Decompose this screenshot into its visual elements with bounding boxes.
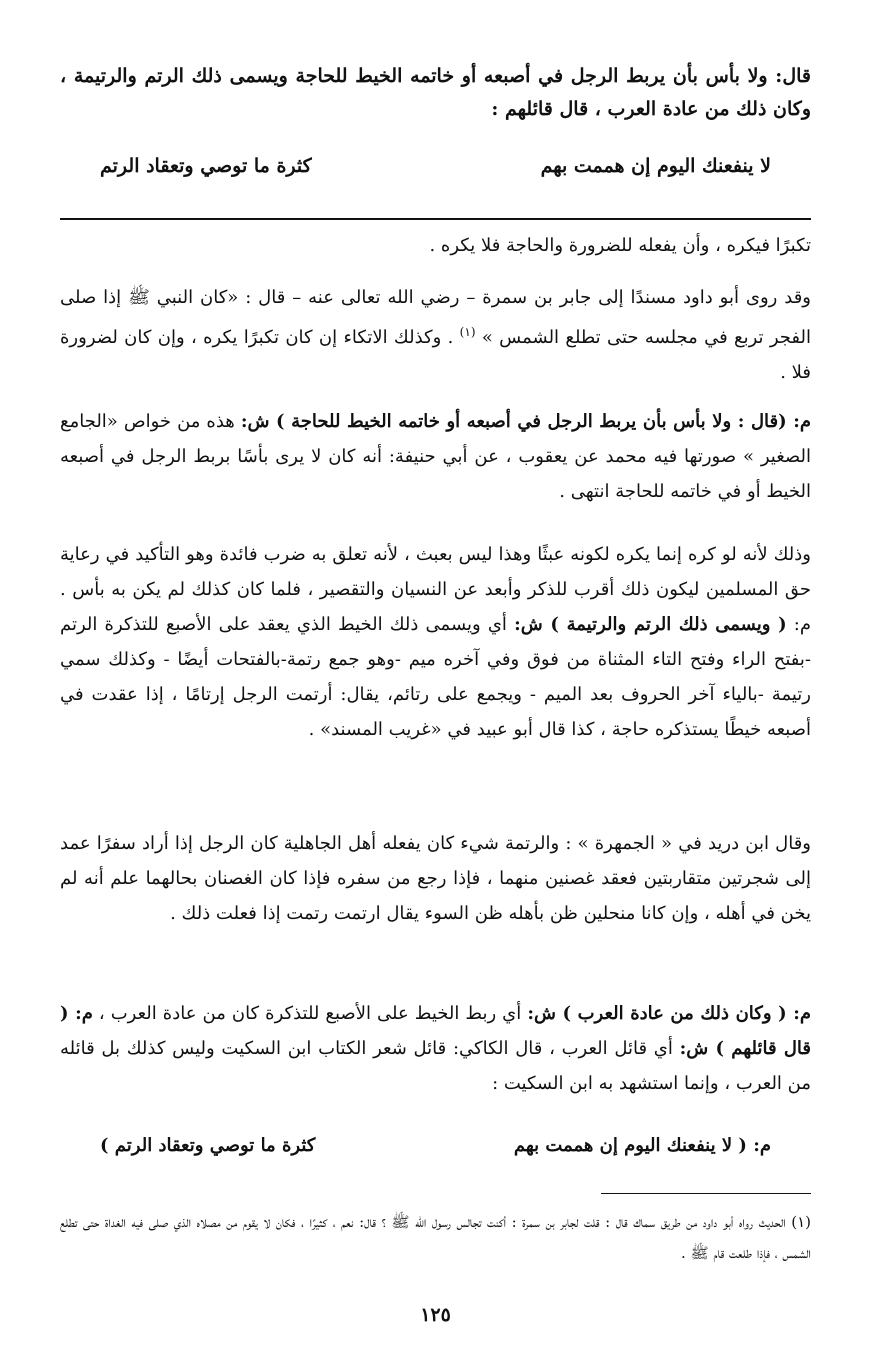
matn-lemma: م: (قال : ولا بأس بأن يربط الرجل في أصبعه أو خاتمه الخيط للحاجة ) ش: [240,411,811,432]
verse-first-hemistich: لا ينفعنك اليوم إن هممت بهم [540,155,771,177]
matn-text: قال: ولا بأس بأن يربط الرجل في أصبعه أو خاتمه الخيط للحاجة ويسمى ذلك الرتم والرتيمة ، وكان ذلك من عادة العرب ، قال قائلهم : [60,65,811,120]
book-page [60,0,811,1371]
matn-lemma: م: ( قال قائلهم ) ش: [60,1003,811,1059]
paragraph-text: وقد روى أبو داود مسندًا إلى جابر بن سمرة – رضي الله تعالى عنه – قال : «كان النبي ﷺ إذا صلى الفجر تربع في مجلسه حتى تطلع الشمس » [60,287,812,348]
paragraph-text: أي ويسمى ذلك الخيط الذي يعقد على الأصبع للتذكرة الرتم -بفتح الراء وفتح التاء المثناة من فوق وفي آخره ميم -وهو جمع رتمة-بالفتحات أيضًا - وكذلك سمي رتيمة -بالياء آخر الحروف بعد الميم - ويجمع على رتائم، يقال: أرتمت الرجل إرتامًا ، إذا عقدت في أصبعه خيطًا يستذكره حاجة ، كذا قال أبو عبيد في «غريب المسند» . [60,614,811,740]
matn-lemma: م: ( وكان ذلك من عادة العرب ) ش: [527,1003,811,1024]
footnote: (١) الحديث رواه أبو داود من طريق سماك قال : قلت لجابر بن سمرة : أكنت تجالس رسول الله ﷺ ؟ قال: نعم ، كثيرًا ، فكان لا يقوم من مصلاه الذي صلى فيه الغداة حتى تطلع الشمس ، فإذا طلعت قام ﷺ . [60,1213,811,1262]
matn-divider [60,218,811,220]
verse-second-hemistich: كثرة ما توصي وتعقاد الرتم [100,155,312,177]
page-number: ١٢٥ [420,1304,451,1326]
sharh-paragraph-2 [60,280,811,390]
paragraph-text: أي ربط الخيط على الأصبع للتذكرة كان من عادة العرب ، [92,1003,522,1024]
sharh-paragraph-4 [60,537,811,747]
sharh-paragraph-6 [60,996,811,1101]
sharh-paragraph-5: وقال ابن دريد في « الجمهرة » : والرتمة شيء كان يفعله أهل الجاهلية كان الرجل إذا أراد سفرًا عمد إلى شجرتين متقاربتين فعقد غصنين منهما ، فإذا رجع من سفره فإذا كان الغصنان بحالهما علم أنه لم يخن في أهله ، وإن كانا منحلين ظن بأهله ظن السوء يقال ارتمت رتمت إذا فعلت ذلك . [60,833,811,924]
verse-second-hemistich: كثرة ما توصي وتعقاد الرتم ) [100,1135,316,1156]
matn-lemma: ( ويسمى ذلك الرتم والرتيمة ) ش: [514,614,787,635]
sharh-paragraph-1: تكبرًا فيكره ، وأن يفعله للضرورة والحاجة فلا يكره . [429,235,811,256]
paragraph-text: أي قائل العرب ، قال الكاكي: قائل شعر الكتاب ابن السكيت وليس كذلك بل قائله من العرب ، وإنما استشهد به ابن السكيت : [60,1038,811,1094]
verse-first-hemistich: م: ( لا ينفعنك اليوم إن هممت بهم [513,1135,771,1156]
footnote-marker: (١) [459,325,476,339]
sharh-paragraph-3 [60,404,811,509]
paragraph-text: . وكذلك الاتكاء إن كان تكبرًا يكره ، وإن كان لضرورة فلا . [60,327,811,383]
paragraph-text: هذه من خواص «الجامع الصغير » صورتها فيه محمد عن يعقوب ، عن أبي حنيفة: أنه كان لا يرى بأسًا بربط الرجل في أصبعه الخيط أو في خاتمه للحاجة انتهى . [60,411,811,502]
matn-verse [60,155,811,177]
paragraph-text: وذلك لأنه لو كره إنما يكره لكونه عبثًا وهذا ليس بعبث ، لأنه تعلق به ضرب فائدة وهو التأكيد في رعاية حق المسلمين ليكون ذلك أقرب للذكر وأبعد عن النسيان والتقصير ، فلما كان كذلك لم يكن به بأس . م: [60,544,811,635]
footnote-divider [601,1193,811,1194]
sharh-verse [60,1135,811,1156]
